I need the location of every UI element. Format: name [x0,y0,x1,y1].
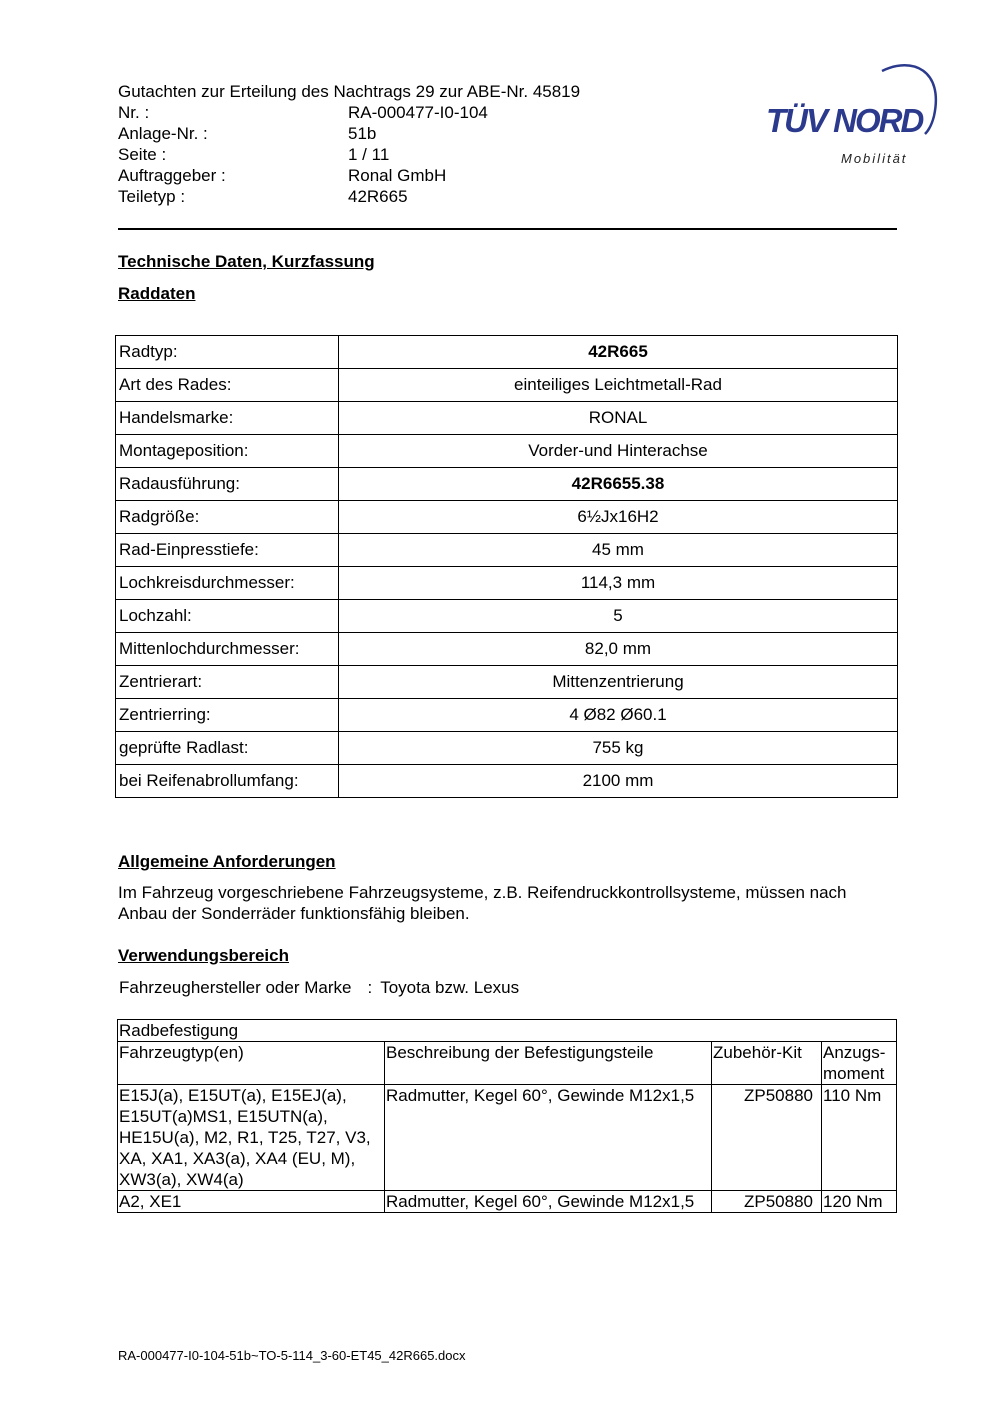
table-row [118,1085,897,1191]
header-label: Teiletyp : [118,187,186,206]
accessory-kit: ZP50880 [712,1191,822,1213]
table-row [116,633,898,666]
wheel-property-label: geprüfte Radlast: [116,732,339,765]
header-value: 51b [348,124,377,143]
vehicle-types: A2, XE1 [118,1191,385,1213]
wheel-property-label: Radgröße: [116,501,339,534]
wheel-property-label: Lochzahl: [116,600,339,633]
heading-verwendungsbereich: Verwendungsbereich [118,946,289,965]
table-row [116,336,898,369]
report-title: Gutachten zur Erteilung des Nachtrags 29 zur ABE-Nr. 45819 [118,82,581,101]
wheel-property-value: RONAL [339,402,898,435]
fixing-header-row [118,1042,897,1085]
header-torque: Anzugs-moment [822,1042,897,1085]
document-header [118,81,580,207]
wheel-property-label: Montageposition: [116,435,339,468]
wheel-property-label: Radtyp: [116,336,339,369]
tuv-nord-logo [762,58,942,173]
table-row [116,369,898,402]
wheel-property-value: Vorder-und Hinterachse [339,435,898,468]
table-row [116,534,898,567]
wheel-property-label: Mittenlochdurchmesser: [116,633,339,666]
fixing-description: Radmutter, Kegel 60°, Gewinde M12x1,5 [385,1191,712,1213]
wheel-property-label: Handelsmarke: [116,402,339,435]
logo-subtitle: Mobilität [841,151,908,166]
table-row [116,732,898,765]
wheel-property-label: Rad-Einpresstiefe: [116,534,339,567]
tightening-torque: 110 Nm [822,1085,897,1191]
wheel-property-value: 755 kg [339,732,898,765]
heading-technische-daten: Technische Daten, Kurzfassung [118,252,375,271]
header-divider [118,228,897,230]
vehicle-types: E15J(a), E15UT(a), E15EJ(a), E15UT(a)MS1, E15UTN(a), HE15U(a), M2, R1, T25, T27, V3, XA, XA1, XA3(a), XA4 (EU, M), XW3(a), XW4(a) [118,1085,385,1191]
allgemeine-text: Im Fahrzeug vorgeschriebene Fahrzeugsysteme, z.B. Reifendruckkontrollsysteme, müssen nach Anbau der Sonderräder funktionsfähig bleiben. [118,883,847,923]
wheel-property-label: Radausführung: [116,468,339,501]
wheel-fixing-table [117,1019,897,1213]
header-accessory-kit: Zubehör-Kit [712,1042,822,1085]
header-rows [118,102,580,207]
wheel-property-label: Lochkreisdurchmesser: [116,567,339,600]
header-value: 42R665 [348,187,408,206]
table-row [116,567,898,600]
table-row [116,699,898,732]
fixing-title-row [118,1020,897,1042]
wheel-property-label: Zentrierart: [116,666,339,699]
header-row [118,144,580,165]
header-row [118,186,580,207]
header-label: Auftraggeber : [118,166,226,185]
header-label: Anlage-Nr. : [118,124,208,143]
wheel-property-value: 42R6655.38 [339,468,898,501]
wheel-property-label: Art des Rades: [116,369,339,402]
logo-brand: TÜV NORD [766,102,923,139]
manufacturer-label: Fahrzeughersteller oder Marke [119,978,352,997]
wheel-data-table [115,335,898,798]
header-value: 1 / 11 [348,145,390,164]
manufacturer-value: Toyota bzw. Lexus [380,978,520,997]
heading-raddaten: Raddaten [118,284,196,303]
table-row [116,765,898,798]
header-vehicle-type: Fahrzeugtyp(en) [118,1042,385,1085]
wheel-property-value: 6½Jx16H2 [339,501,898,534]
wheel-property-value: 2100 mm [339,765,898,798]
manufacturer-line [119,978,519,998]
wheel-property-label: bei Reifenabrollumfang: [116,765,339,798]
table-row [116,435,898,468]
wheel-property-value: 114,3 mm [339,567,898,600]
table-row [118,1191,897,1213]
table-row [116,600,898,633]
header-label: Nr. : [118,103,150,122]
fixing-description: Radmutter, Kegel 60°, Gewinde M12x1,5 [385,1085,712,1191]
wheel-property-value: 82,0 mm [339,633,898,666]
wheel-property-value: 42R665 [339,336,898,369]
header-row [118,102,580,123]
manufacturer-separator: : [367,978,373,997]
wheel-property-value: 45 mm [339,534,898,567]
wheel-property-value: einteiliges Leichtmetall-Rad [339,369,898,402]
heading-allgemeine-anforderungen: Allgemeine Anforderungen [118,852,336,871]
wheel-property-value: 4 Ø82 Ø60.1 [339,699,898,732]
header-row [118,123,580,144]
table-row [116,501,898,534]
wheel-property-value: Mittenzentrierung [339,666,898,699]
fixing-title: Radbefestigung [118,1020,897,1042]
header-row [118,165,580,186]
tightening-torque: 120 Nm [822,1191,897,1213]
wheel-property-value: 5 [339,600,898,633]
table-row [116,468,898,501]
header-value: Ronal GmbH [348,166,447,185]
wheel-property-label: Zentrierring: [116,699,339,732]
table-row [116,402,898,435]
header-description: Beschreibung der Befestigungsteile [385,1042,712,1085]
table-row [116,666,898,699]
header-value: RA-000477-I0-104 [348,103,488,122]
accessory-kit: ZP50880 [712,1085,822,1191]
footer-filename: RA-000477-I0-104-51b~TO-5-114_3-60-ET45_42R665.docx [118,1348,466,1363]
header-label: Seite : [118,145,167,164]
